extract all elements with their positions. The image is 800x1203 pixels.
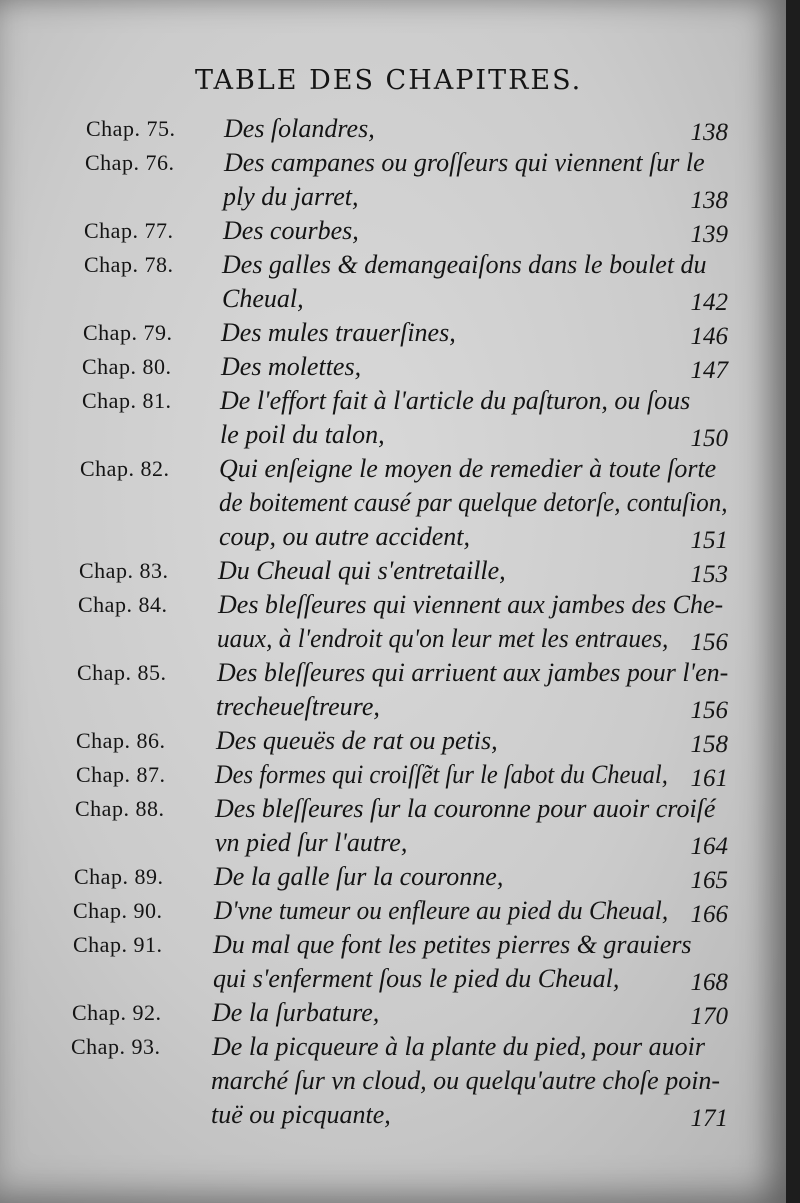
chapter-title-line: marché ſur vn cloud, ou quelqu'autre choſe poin- [211,1066,721,1095]
chapter-title-line: Des bleſſeures ſur la couronne pour auoir croiſé [215,794,716,823]
page-number: 147 [690,357,728,384]
page-number: 151 [690,527,728,554]
chapter-title-line: De la galle ſur la couronne, [214,862,504,891]
chapter-title-line: D'vne tumeur ou enfleure au pied du Cheual, [214,896,669,925]
chapter-title-line: Des courbes, [223,216,359,245]
page-number: 142 [690,289,728,316]
chapter-number: Chap. 92. [72,1000,162,1025]
chapter-title-line: Des mules trauerſines, [221,318,456,347]
chapter-title-line: trecheueſtreure, [216,692,380,721]
chapter-title-line: le poil du talon, [220,420,385,449]
chapter-title-line: Des campanes ou groſſeurs qui viennent ſur le [224,148,705,177]
chapter-title-line: Des bleſſeures qui arriuent aux jambes pour l'en- [217,658,729,687]
chapter-number: Chap. 90. [73,898,163,923]
chapter-title-line: ply du jarret, [223,182,359,211]
chapter-title-line: Des queuës de rat ou petis, [216,726,498,755]
page-number: 168 [690,969,728,996]
chapter-number: Chap. 86. [76,728,166,753]
chapter-number: Chap. 82. [80,456,170,481]
page-number: 170 [690,1003,728,1030]
chapter-title-line: Qui enſeigne le moyen de remedier à toute ſorte [219,454,717,483]
chapter-title-line: vn pied ſur l'autre, [215,828,408,857]
chapter-title-line: qui s'enferment ſous le pied du Cheual, [213,964,620,993]
chapter-number: Chap. 76. [85,150,175,175]
chapter-number: Chap. 84. [78,592,168,617]
chapter-number: Chap. 88. [75,796,165,821]
page-number: 146 [690,323,728,350]
chapter-number: Chap. 85. [77,660,167,685]
chapter-title-line: De la picqueure à la plante du pied, pour auoir [212,1032,705,1061]
page-number: 171 [690,1105,728,1132]
chapter-number: Chap. 77. [84,218,174,243]
chapter-number: Chap. 75. [86,116,176,141]
page-number: 138 [690,119,728,146]
chapter-title-line: Des ſolandres, [224,114,375,143]
chapter-title-line: uaux, à l'endroit qu'on leur met les entraues, [217,624,669,653]
chapter-title-line: Des formes qui croiſſẽt ſur le ſabot du Cheual, [215,760,668,789]
chapter-title-line: tuë ou picquante, [211,1100,391,1129]
page-number: 138 [690,187,728,214]
page-number: 161 [690,765,728,792]
chapter-title-line: de boitement causé par quelque detorſe, contuſion, [219,488,728,517]
chapter-title-line: Des bleſſeures qui viennent aux jambes des Che- [218,590,724,619]
chapter-title-line: coup, ou autre accident, [219,522,471,551]
chapter-number: Chap. 87. [76,762,166,787]
chapter-title-line: Cheual, [222,284,304,313]
chapter-number: Chap. 89. [74,864,164,889]
chapter-number: Chap. 83. [79,558,169,583]
chapter-title-line: Des galles & demangeaiſons dans le boulet du [222,250,707,279]
page-number: 150 [690,425,728,452]
chapter-title-line: Du Cheual qui s'entretaille, [218,556,506,585]
chapter-title-line: De l'effort fait à l'article du paſturon, ou ſous [220,386,691,415]
page-number: 164 [690,833,728,860]
page-number: 166 [690,901,728,928]
page-number: 156 [690,629,728,656]
page-title: TABLE DES CHAPITRES. [195,65,583,96]
chapter-number: Chap. 91. [73,932,163,957]
chapter-title-line: De la ſurbature, [212,998,380,1027]
chapter-number: Chap. 93. [71,1034,161,1059]
chapter-number: Chap. 81. [82,388,172,413]
page-number: 139 [690,221,728,248]
page-number: 153 [690,561,728,588]
chapter-title-line: Du mal que font les petites pierres & grauiers [213,930,692,959]
chapter-number: Chap. 80. [82,354,172,379]
chapter-title-line: Des molettes, [221,352,362,381]
page-number: 165 [690,867,728,894]
chapter-number: Chap. 78. [84,252,174,277]
page-number: 156 [690,697,728,724]
chapter-number: Chap. 79. [83,320,173,345]
page-number: 158 [690,731,728,758]
